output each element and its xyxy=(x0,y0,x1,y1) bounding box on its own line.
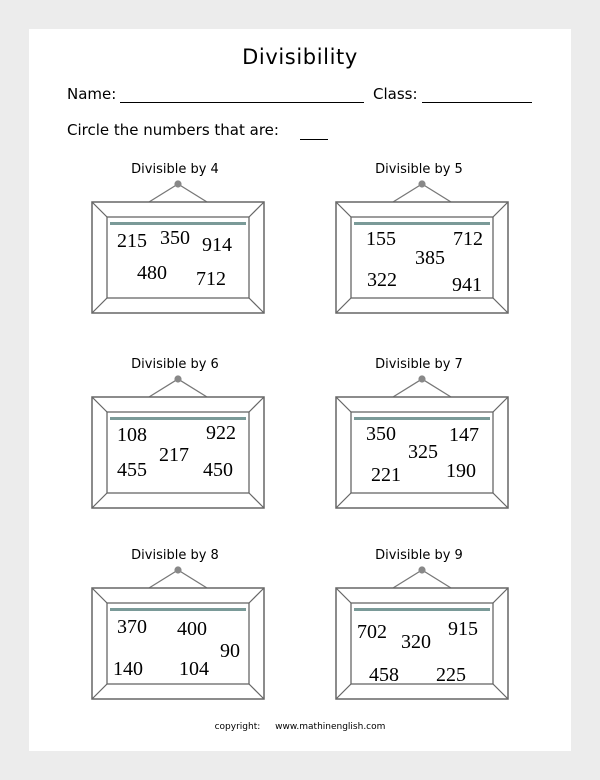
frame-caption: Divisible by 9 xyxy=(375,548,463,563)
instruction-blank-line xyxy=(300,139,328,140)
number-item[interactable]: 455 xyxy=(117,459,147,481)
number-item[interactable]: 480 xyxy=(137,262,167,284)
number-item[interactable]: 350 xyxy=(366,423,396,445)
number-item[interactable]: 217 xyxy=(159,444,189,466)
frame-caption: Divisible by 7 xyxy=(375,357,463,372)
number-item[interactable]: 322 xyxy=(367,269,397,291)
number-item[interactable]: 922 xyxy=(206,422,236,444)
number-item[interactable]: 712 xyxy=(196,268,226,290)
number-item[interactable]: 215 xyxy=(117,230,147,252)
footer xyxy=(29,722,571,732)
frame-caption: Divisible by 8 xyxy=(131,548,219,563)
frame-caption: Divisible by 5 xyxy=(375,162,463,177)
number-item[interactable]: 458 xyxy=(369,664,399,686)
frame-caption: Divisible by 6 xyxy=(131,357,219,372)
number-item[interactable]: 147 xyxy=(449,424,479,446)
name-blank-line xyxy=(120,102,364,103)
number-item[interactable]: 915 xyxy=(448,618,478,640)
website-link[interactable]: www.mathinenglish.com xyxy=(275,722,386,732)
number-item[interactable]: 221 xyxy=(371,464,401,486)
number-item[interactable]: 400 xyxy=(177,618,207,640)
class-blank-line xyxy=(422,102,532,103)
number-item[interactable]: 104 xyxy=(179,658,209,680)
instruction-text: Circle the numbers that are: xyxy=(67,121,279,139)
number-item[interactable]: 90 xyxy=(220,640,240,662)
class-label: Class: xyxy=(373,85,418,103)
number-item[interactable]: 140 xyxy=(113,658,143,680)
number-item[interactable]: 712 xyxy=(453,228,483,250)
number-item[interactable]: 385 xyxy=(415,247,445,269)
frame-caption: Divisible by 4 xyxy=(131,162,219,177)
number-item[interactable]: 155 xyxy=(366,228,396,250)
number-item[interactable]: 702 xyxy=(357,621,387,643)
number-item[interactable]: 941 xyxy=(452,274,482,296)
number-item[interactable]: 320 xyxy=(401,631,431,653)
page-title: Divisibility xyxy=(242,45,358,69)
number-item[interactable]: 914 xyxy=(202,234,232,256)
number-item[interactable]: 370 xyxy=(117,616,147,638)
number-item[interactable]: 450 xyxy=(203,459,233,481)
copyright-label: copyright: xyxy=(214,722,261,732)
number-item[interactable]: 108 xyxy=(117,424,147,446)
number-item[interactable]: 325 xyxy=(408,441,438,463)
worksheet-page xyxy=(29,29,571,751)
number-item[interactable]: 350 xyxy=(160,227,190,249)
name-label: Name: xyxy=(67,85,117,103)
number-item[interactable]: 225 xyxy=(436,664,466,686)
number-item[interactable]: 190 xyxy=(446,460,476,482)
